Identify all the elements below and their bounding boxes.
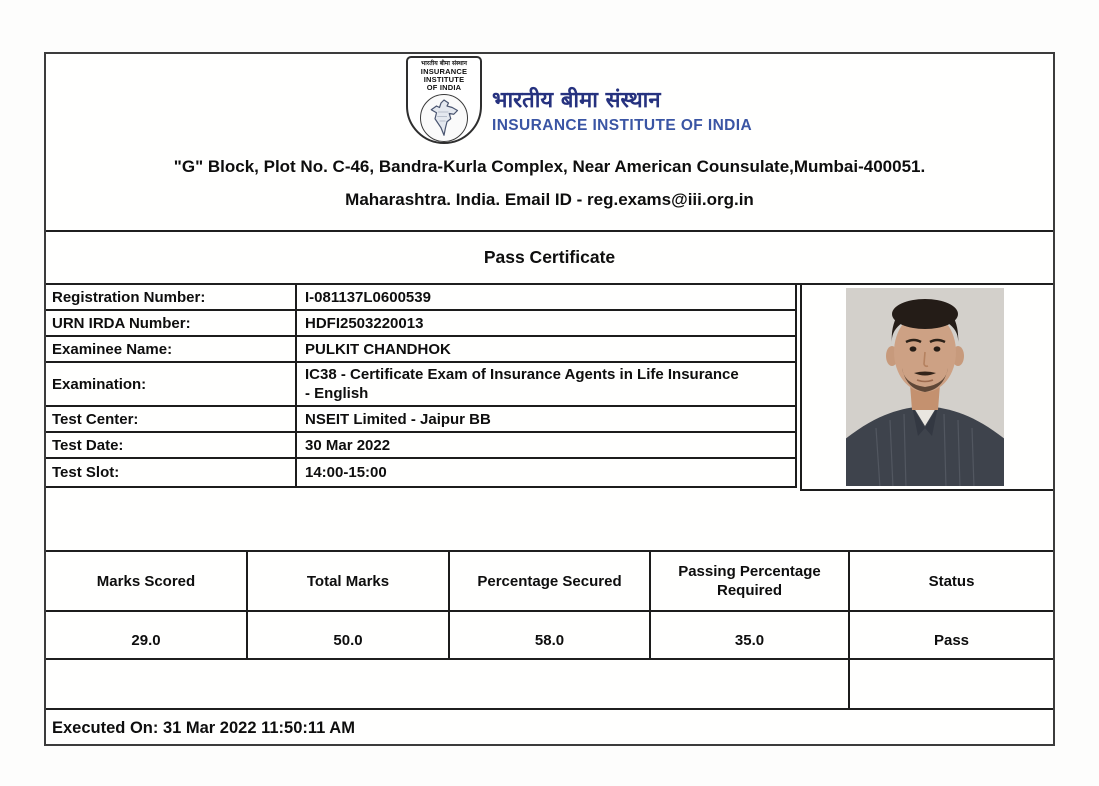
value-percentage-secured: 58.0 xyxy=(450,612,651,658)
detail-row-test-center xyxy=(46,407,795,433)
detail-label: Registration Number: xyxy=(46,285,297,309)
detail-value: IC38 - Certificate Exam of Insurance Agents in Life Insurance - English xyxy=(305,366,739,402)
results-header-row xyxy=(46,550,1053,612)
detail-value: NSEIT Limited - Jaipur BB xyxy=(305,410,491,428)
detail-row-urn-irda xyxy=(46,311,795,337)
header-status: Status xyxy=(928,572,975,590)
detail-value: 14:00-15:00 xyxy=(305,464,387,481)
value-marks-scored: 29.0 xyxy=(46,612,248,658)
results-table xyxy=(46,550,1053,660)
address-line-2: Maharashtra. India. Email ID - reg.exams@iii.org.in xyxy=(345,190,754,209)
institute-name-english: INSURANCE INSTITUTE OF INDIA xyxy=(492,117,753,134)
emblem-line-1: INSURANCE xyxy=(420,67,468,76)
institute-brand xyxy=(492,88,752,136)
detail-label: Test Center: xyxy=(46,407,297,431)
status-column-divider xyxy=(848,660,850,710)
detail-row-test-date xyxy=(46,433,795,459)
detail-label: URN IRDA Number: xyxy=(46,311,297,335)
detail-row-examination xyxy=(46,363,795,407)
detail-value: HDFI2503220013 xyxy=(305,314,424,332)
detail-value: I-081137L0600539 xyxy=(305,288,431,306)
certificate-border xyxy=(44,52,1055,746)
detail-value: 30 Mar 2022 xyxy=(305,436,391,454)
value-passing-percentage: 35.0 xyxy=(651,612,850,658)
emblem-globe-circle xyxy=(420,94,468,142)
detail-row-test-slot xyxy=(46,459,795,488)
header-percentage-secured: Percentage Secured xyxy=(450,552,651,610)
results-value-row xyxy=(46,612,1053,660)
emblem-hindi-text: भारतीय बीमा संस्थान xyxy=(421,60,467,67)
institute-emblem-icon xyxy=(406,56,482,144)
certificate-title: Pass Certificate xyxy=(483,247,616,267)
detail-label: Test Slot: xyxy=(46,459,297,486)
detail-label: Examinee Name: xyxy=(46,337,297,361)
executed-on: Executed On: 31 Mar 2022 11:50:11 AM xyxy=(52,718,355,737)
photo-cell xyxy=(800,285,1053,491)
detail-row-registration xyxy=(46,285,795,311)
address-line-1: "G" Block, Plot No. C-46, Bandra-Kurla Complex, Near American Counsulate,Mumbai-400051. xyxy=(173,157,926,176)
detail-row-examinee-name xyxy=(46,337,795,363)
detail-label: Examination: xyxy=(46,363,297,405)
header-passing-percentage: Passing Percentage Required xyxy=(651,552,850,610)
header-marks-scored: Marks Scored xyxy=(46,552,248,610)
institute-name-hindi: भारतीय बीमा संस्थान xyxy=(492,88,661,113)
value-total-marks: 50.0 xyxy=(248,612,450,658)
india-map-icon xyxy=(429,98,459,138)
value-status: Pass xyxy=(933,632,970,649)
details-table xyxy=(46,285,797,488)
emblem-line-2: INSTITUTE xyxy=(423,75,465,84)
examinee-photo xyxy=(846,288,1004,486)
header-total-marks: Total Marks xyxy=(248,552,450,610)
detail-value: PULKIT CHANDHOK xyxy=(305,340,451,358)
emblem-line-3: OF INDIA xyxy=(426,83,462,92)
detail-label: Test Date: xyxy=(46,433,297,457)
